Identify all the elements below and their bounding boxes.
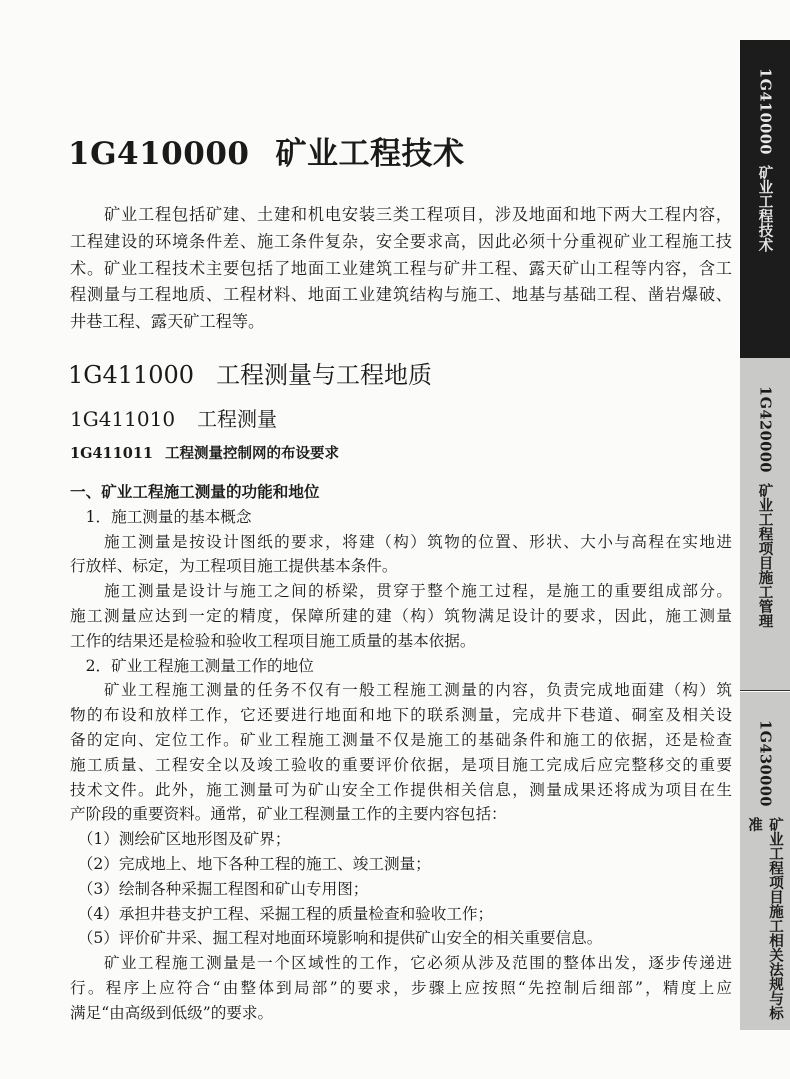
text-line: 施工质量、工程安全以及竣工验收的重要评价依据，是项目施工完成后应完整移交的重要 [70,755,732,774]
tab-code: 1G430000 [756,720,774,808]
topic-code: 1G411011 [70,445,154,462]
text-line: 施工测量应达到一定的精度，保障所建的建（构）筑物满足设计的要求，因此，施工测量 [70,606,732,625]
side-tab-1g410000[interactable] [740,40,790,358]
text-line: 工作的结果还是检验和验收工程项目施工质量的基本依据。 [70,631,476,650]
subsection-code: 1G411010 [70,407,176,431]
text-line: 物的布设和放样工作，它还要进行地面和地下的联系测量，完成井下巷道、硐室及相关设 [70,706,732,725]
text-line: 满足“由高级到低级”的要求。 [70,1003,274,1022]
topic-heading [70,442,339,463]
text-line: 施工测量是按设计图纸的要求，将建（构）筑物的位置、形状、大小与高程在实地进 [70,532,732,551]
text-line: 一、矿业工程施工测量的功能和地位 [70,482,320,501]
side-tab-1g430000[interactable] [740,692,790,1030]
chapter-code: 1G410000 [68,136,250,172]
tab-code: 1G420000 [756,386,774,474]
chapter-title [68,128,464,173]
tab-code: 1G410000 [756,68,774,156]
text-line: 行放样、标定，为工程项目施工提供基本条件。 [70,557,398,576]
section-heading [68,355,432,390]
text-line: 术。矿业工程技术主要包括了地面工业建筑工程与矿井工程、露天矿山工程等内容，含工 [70,258,732,278]
text-line: 矿业工程包括矿建、土建和机电安装三类工程项目，涉及地面和地下两大工程内容， [70,205,732,224]
chapter-name: 矿业工程技术 [275,136,465,172]
topic-name: 工程测量控制网的布设要求 [165,445,340,462]
text-line: 工程建设的环境条件差、施工条件复杂，安全要求高，因此必须十分重视矿业工程施工技 [70,231,732,251]
side-tab-1g420000[interactable] [740,358,790,691]
tab-label: 矿业工程项目施工相关法规与标准 [746,817,784,1021]
tab-label: 矿业工程项目施工管理 [756,483,774,629]
text-line: 井巷工程、露天矿工程等。 [70,312,265,332]
content-body [70,480,732,1026]
section-name: 工程测量与工程地质 [216,361,433,389]
text-line: （2）完成地上、地下各种工程的施工、竣工测量； [70,854,431,873]
tab-label: 矿业工程技术 [756,165,774,253]
text-line: 行。程序上应符合“由整体到局部”的要求，步骤上应按照“先控制后细部”，精度上应 [70,978,732,997]
subsection-heading [70,403,277,432]
text-line: 程测量与工程地质、工程材料、地面工业建筑结构与施工、地基与基础工程、凿岩爆破、 [70,285,732,305]
text-line: 矿业工程施工测量是一个区域性的工作，它必须从涉及范围的整体出发，逐步传递进 [70,954,732,973]
text-line: （5）评价矿井采、掘工程对地面环境影响和提供矿山安全的相关重要信息。 [70,929,603,948]
text-line: 矿业工程施工测量的任务不仅有一般工程施工测量的内容，负责完成地面建（构）筑 [70,681,732,700]
text-line: 施工测量是设计与施工之间的桥梁，贯穿于整个施工过程，是施工的重要组成部分。 [70,582,732,601]
subsection-name: 工程测量 [197,407,278,431]
text-line: 备的定向、定位工作。矿业工程施工测量不仅是施工的基础条件和施工的依据，还是检查 [70,730,732,749]
text-line: （4）承担井巷支护工程、采掘工程的质量检查和验收工作； [70,904,494,923]
text-line: （3）绘制各种采掘工程图和矿山专用图； [70,879,369,898]
text-line: （1）测绘矿区地形图及矿界； [70,830,291,849]
text-line: 产阶段的重要资料。通常，矿业工程测量工作的主要内容包括： [70,805,507,824]
section-code: 1G411000 [68,361,195,389]
intro-paragraph [70,202,732,336]
text-line: 技术文件。此外，施工测量可为矿山安全工作提供相关信息，测量成果还将成为项目在生 [70,780,732,799]
text-line: 2．矿业工程施工测量工作的地位 [70,656,314,675]
text-line: 1．施工测量的基本概念 [70,507,252,526]
